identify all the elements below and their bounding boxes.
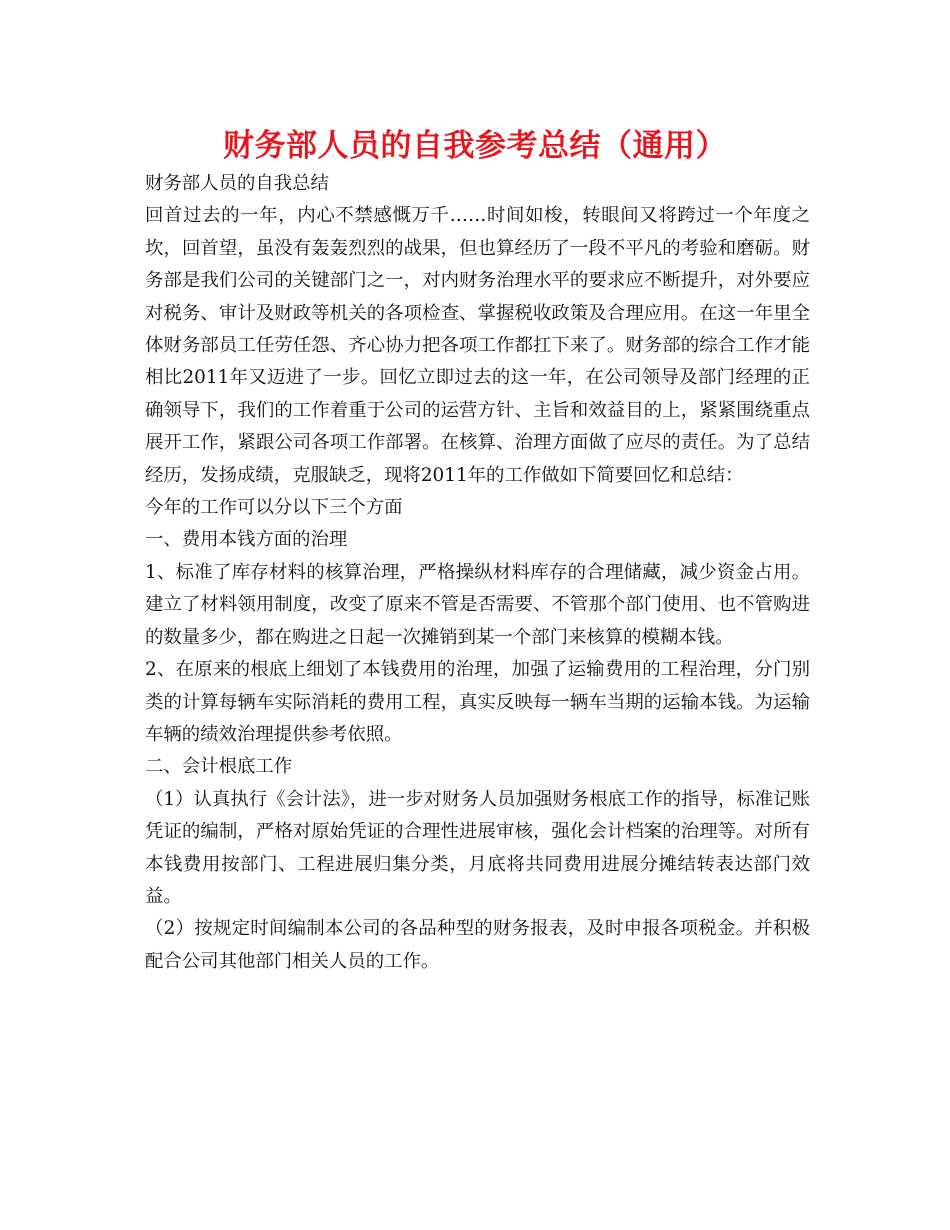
paragraph-point-2: （2）按规定时间编制本公司的各品种型的财务报表，及时申报各项税金。并积极配合公司其他部门相关人员的工作。 — [145, 918, 810, 972]
section-heading-cost-management: 一、费用本钱方面的治理 — [145, 529, 348, 551]
paragraph-point-1: （1）认真执行《会计法》，进一步对财务人员加强财务根底工作的指导，标准记账凭证的编制，严格对原始凭证的合理性进展审核，强化会计档案的治理等。对所有本钱费用按部门、工程进展归集分类，月底将共同费用进展分摊结转表达部门效益。 — [145, 788, 810, 907]
document-title: 财务部人员的自我参考总结（通用） — [223, 128, 727, 164]
paragraph-subtitle: 财务部人员的自我总结 — [145, 173, 329, 194]
section-heading-accounting-basics: 二、会计根底工作 — [145, 756, 293, 778]
paragraph-intro: 回首过去的一年，内心不禁感慨万千……时间如梭，转眼间又将跨过一个年度之坎，回首望，虽没有轰轰烈烈的战果，但也算经历了一段不平凡的考验和磨砺。财务部是我们公司的关键部门之一，对内财务治理水平的要求应不断提升，对外要应对税务、审计及财政等机关的各项检查、掌握税收政策及合理应用。在这一年里全体财务部员工任劳任怨、齐心协力把各项工作都扛下来了。财务部的综合工作才能相比2011年又迈进了一步。回忆立即过去的这一年，在公司领导及部门经理的正确领导下，我们的工作着重于公司的运营方针、主旨和效益目的上，紧紧围绕重点展开工作，紧跟公司各项工作部署。在核算、治理方面做了应尽的责任。为了总结经历，发扬成绩，克服缺乏，现将2011年的工作做如下简要回忆和总结： — [145, 205, 810, 486]
document-body — [145, 168, 810, 978]
paragraph-item-2: 2、在原来的根底上细划了本钱费用的治理，加强了运输费用的工程治理，分门别类的计算每辆车实际消耗的费用工程，真实反映每一辆车当期的运输本钱。为运输车辆的绩效治理提供参考依照。 — [145, 659, 810, 745]
paragraph-item-1: 1、标准了库存材料的核算治理，严格操纵材料库存的合理储藏，减少资金占用。建立了材料领用制度，改变了原来不管是否需要、不管那个部门使用、也不管购进的数量多少，都在购进之日起一次摊销到某一个部门来核算的模糊本钱。 — [145, 561, 810, 648]
paragraph-overview: 今年的工作可以分以下三个方面 — [145, 497, 403, 519]
